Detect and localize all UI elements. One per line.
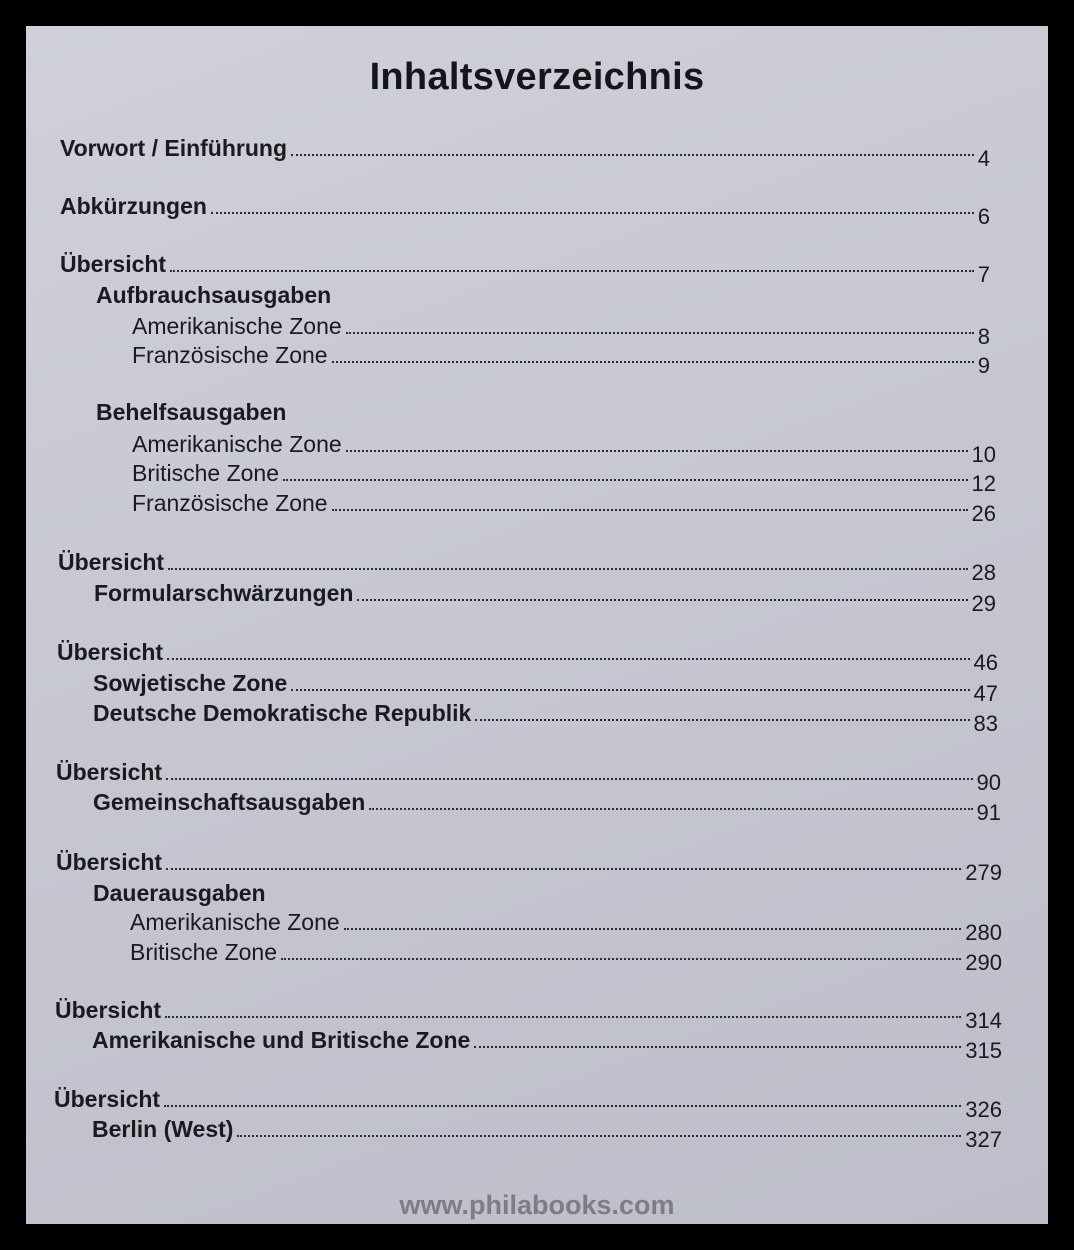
toc-entry-page: 46 bbox=[973, 650, 998, 675]
toc-entry-page: 8 bbox=[977, 324, 990, 349]
toc-entry-label: Übersicht bbox=[58, 549, 165, 575]
leader-dots bbox=[170, 270, 974, 272]
page-title: Inhaltsverzeichnis bbox=[369, 56, 705, 98]
toc-entry-page: 7 bbox=[977, 262, 990, 287]
toc-entry-page: 4 bbox=[977, 146, 990, 171]
toc-entry-label: Abkürzungen bbox=[60, 193, 207, 219]
leader-dots bbox=[332, 509, 968, 511]
toc-entry bbox=[93, 697, 998, 736]
toc-entry-label: Sowjetische Zone bbox=[93, 670, 288, 696]
toc-entry-label: Übersicht bbox=[57, 639, 164, 665]
toc-entry bbox=[94, 577, 996, 616]
toc-entry bbox=[58, 546, 996, 585]
leader-dots bbox=[168, 568, 967, 570]
toc-entry-label: Übersicht bbox=[56, 759, 163, 785]
toc-entry-label: Amerikanische und Britische Zone bbox=[92, 1027, 471, 1053]
watermark: www.philabooks.com bbox=[399, 1190, 675, 1220]
toc-entry-page: 290 bbox=[965, 950, 1002, 975]
toc-entry bbox=[60, 248, 990, 287]
leader-dots bbox=[237, 1135, 961, 1137]
leader-dots bbox=[283, 479, 968, 481]
leader-dots bbox=[166, 778, 972, 780]
toc-entry bbox=[55, 994, 1002, 1033]
toc-entry bbox=[132, 428, 996, 467]
toc-entry-label: Deutsche Demokratische Republik bbox=[93, 700, 472, 726]
toc-entry bbox=[132, 487, 996, 526]
toc-entry-label: Französische Zone bbox=[132, 342, 328, 368]
toc-entry-page: 83 bbox=[973, 711, 998, 736]
toc-entry-label: Amerikanische Zone bbox=[132, 431, 342, 457]
leader-dots bbox=[291, 689, 969, 691]
leader-dots bbox=[281, 958, 961, 960]
leader-dots bbox=[475, 719, 969, 721]
toc-entry bbox=[54, 1083, 1002, 1122]
toc-entry-page: 280 bbox=[965, 920, 1002, 945]
toc-entry bbox=[56, 846, 1002, 885]
toc-entry bbox=[132, 339, 990, 378]
toc-entry-page: 314 bbox=[965, 1008, 1002, 1033]
leader-dots bbox=[167, 658, 969, 660]
leader-dots bbox=[344, 928, 962, 930]
toc-entry-label: Französische Zone bbox=[132, 490, 328, 516]
toc-entry-page: 28 bbox=[971, 560, 996, 585]
leader-dots bbox=[211, 212, 974, 214]
toc-entry-page: 6 bbox=[977, 204, 990, 229]
toc-entry-page: 326 bbox=[965, 1097, 1002, 1122]
toc-entry bbox=[56, 756, 1001, 795]
leader-dots bbox=[369, 808, 972, 810]
toc-entry bbox=[60, 132, 990, 171]
leader-dots bbox=[346, 332, 974, 334]
toc-entry-label: Vorwort / Einführung bbox=[60, 135, 287, 161]
leader-dots bbox=[332, 361, 974, 363]
toc-entry-page: 279 bbox=[965, 860, 1002, 885]
toc-section-heading: Behelfsausgaben bbox=[96, 399, 287, 425]
toc-entry-label: Übersicht bbox=[60, 251, 167, 277]
toc-entry-label: Berlin (West) bbox=[92, 1116, 234, 1142]
toc-entry bbox=[60, 190, 990, 229]
toc-entry-page: 47 bbox=[973, 681, 998, 706]
toc-entry bbox=[92, 1113, 1002, 1152]
leader-dots bbox=[291, 154, 974, 156]
leader-dots bbox=[357, 599, 967, 601]
leader-dots bbox=[165, 1016, 961, 1018]
leader-dots bbox=[166, 868, 961, 870]
toc-entry bbox=[93, 667, 998, 706]
toc-entry-page: 9 bbox=[977, 353, 990, 378]
toc-entry-label: Formularschwärzungen bbox=[94, 580, 354, 606]
toc-entry bbox=[130, 906, 1002, 945]
toc-entry bbox=[130, 936, 1002, 975]
leader-dots bbox=[164, 1105, 961, 1107]
toc-entry-label: Gemeinschaftsausgaben bbox=[93, 789, 366, 815]
toc-entry-label: Britische Zone bbox=[130, 939, 278, 965]
toc-entry bbox=[132, 310, 990, 349]
toc-entry-page: 26 bbox=[971, 501, 996, 526]
toc-entry-label: Übersicht bbox=[54, 1086, 161, 1112]
toc-section-heading: Aufbrauchsausgaben bbox=[96, 282, 332, 308]
toc-entry-page: 327 bbox=[965, 1127, 1002, 1152]
toc-entry bbox=[92, 1024, 1002, 1063]
toc-entry bbox=[57, 636, 998, 675]
toc-entry-page: 315 bbox=[965, 1038, 1002, 1063]
toc-entry-page: 29 bbox=[971, 591, 996, 616]
toc-entry-label: Übersicht bbox=[56, 849, 163, 875]
toc-entry-page: 12 bbox=[971, 471, 996, 496]
toc-entry bbox=[93, 786, 1001, 825]
toc-entry-page: 90 bbox=[976, 770, 1001, 795]
toc-entry-label: Übersicht bbox=[55, 997, 162, 1023]
document-page bbox=[26, 26, 1048, 1224]
toc-section-heading: Dauerausgaben bbox=[93, 880, 266, 906]
toc-entry-page: 10 bbox=[971, 442, 996, 467]
toc-entry-label: Britische Zone bbox=[132, 460, 280, 486]
toc-entry-page: 91 bbox=[976, 800, 1001, 825]
toc-entry bbox=[132, 457, 996, 496]
toc-entry-label: Amerikanische Zone bbox=[130, 909, 340, 935]
toc-entry-label: Amerikanische Zone bbox=[132, 313, 342, 339]
leader-dots bbox=[346, 450, 968, 452]
leader-dots bbox=[474, 1046, 961, 1048]
